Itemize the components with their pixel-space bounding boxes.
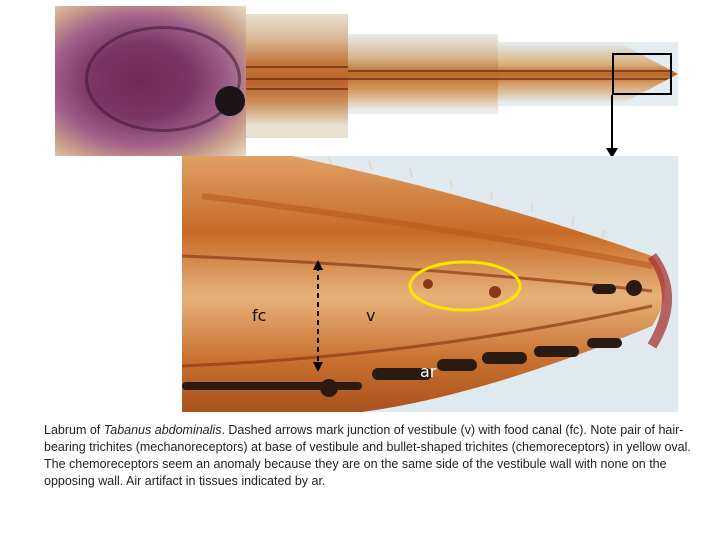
label-food-canal: fc [252, 306, 267, 325]
zoom-arrow [611, 95, 613, 150]
label-air-artifact: ar [420, 362, 437, 381]
caption-species: Tabanus abdominalis [103, 423, 222, 437]
labrum-photo-panel-2 [348, 34, 498, 114]
label-vestibule: v [366, 306, 376, 325]
caption-text: . Dashed arrows mark junction of vestibule (v) with food canal (fc). Note pair of hair-bearing trichites (mechanoreceptors) at base of vestibule and bullet-shaped trichites (chemoreceptors) in yellow oval. The chemoreceptors seem an anomaly because they are on the same side of the vestibule wall with none on the opposing wall. Air artifact in tissues indicated by ar. [44, 423, 691, 488]
head-photo-panel [55, 6, 246, 156]
head-capsule-shape [85, 26, 241, 132]
labrum-photo-panel-1 [246, 14, 348, 138]
dark-spot [215, 86, 245, 116]
zoom-region-box [612, 53, 672, 95]
figure-caption [44, 422, 694, 490]
caption-prefix: Labrum of [44, 423, 104, 437]
